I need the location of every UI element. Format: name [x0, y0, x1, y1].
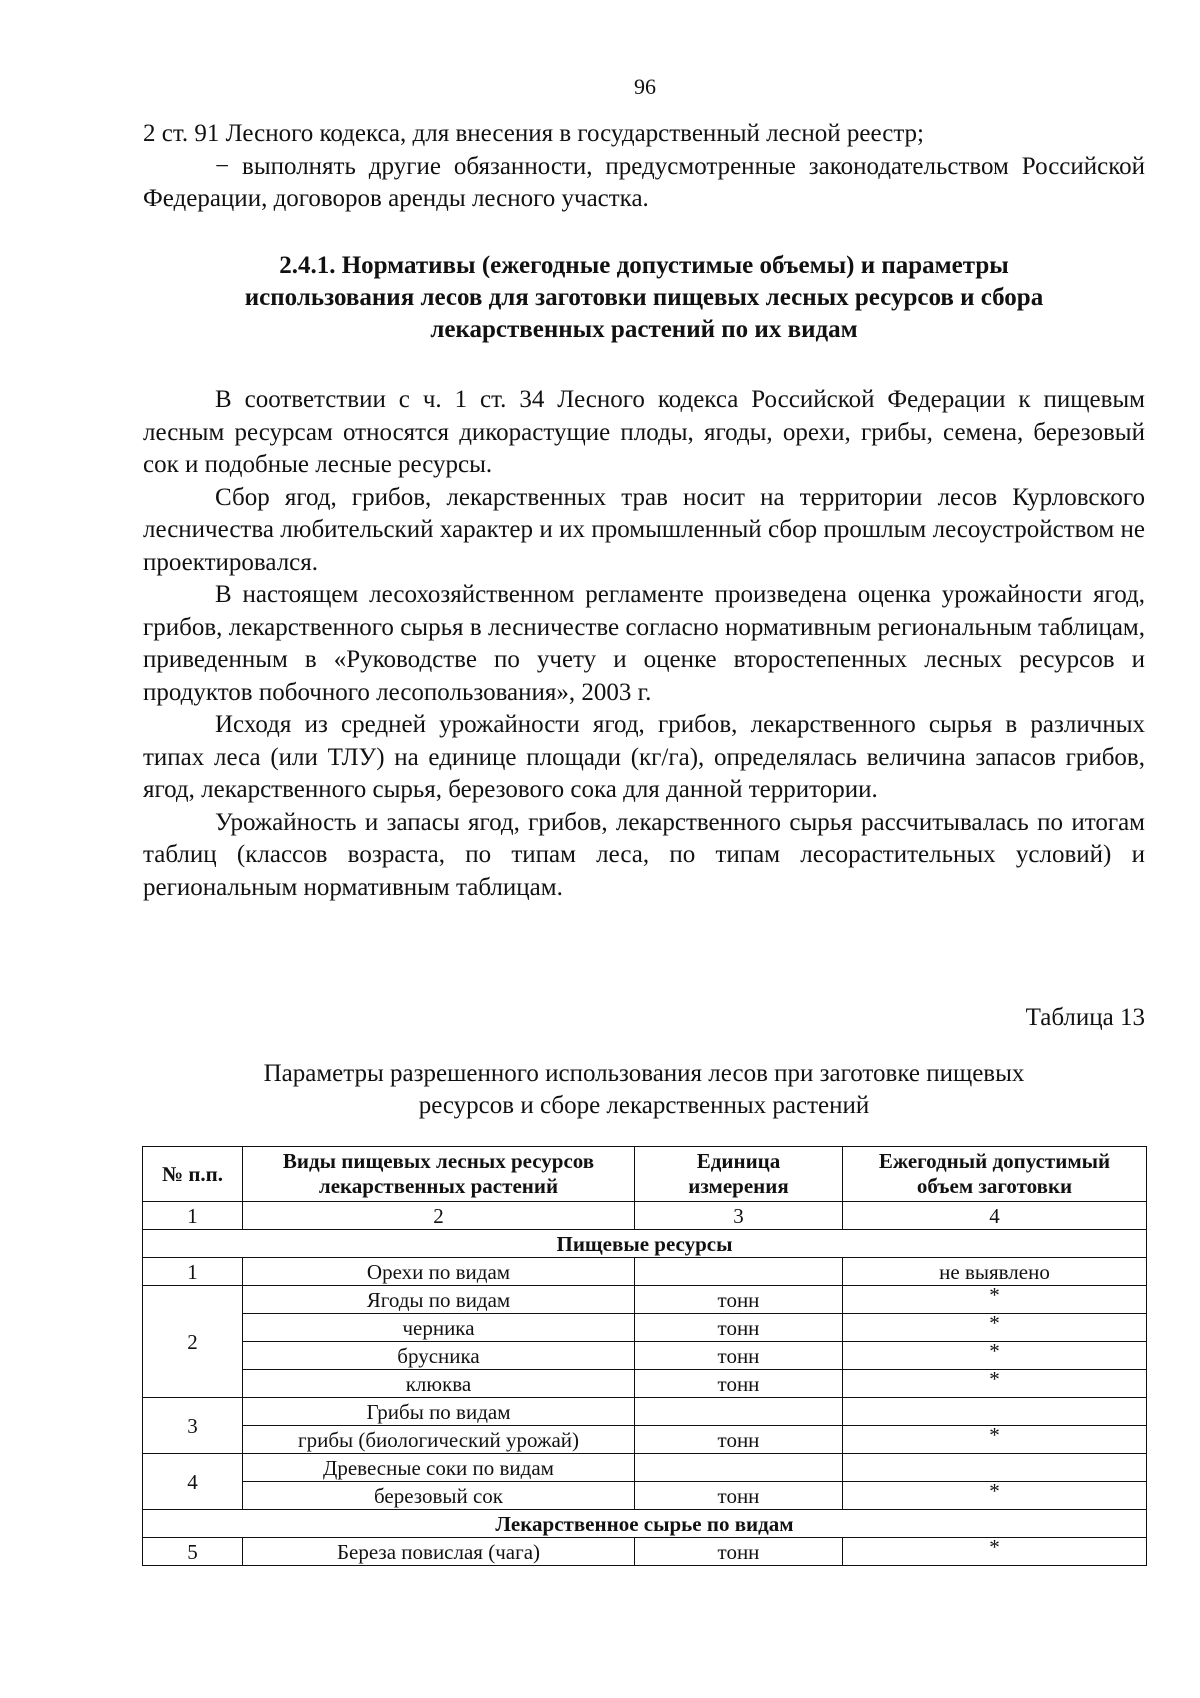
section-title-line-1: 2.4.1. Нормативы (ежегодные допустимые объемы) и параметры: [279, 252, 1009, 279]
row-unit: тонн: [635, 1482, 843, 1510]
header-kind-line-2: лекарственных растений: [318, 1174, 559, 1198]
header-num: № п.п.: [143, 1147, 243, 1202]
col-number: 1: [143, 1202, 243, 1230]
table-row: [143, 1258, 1147, 1286]
table-row: [143, 1454, 1147, 1482]
row-num: 3: [143, 1398, 243, 1454]
header-kind-line-1: Виды пищевых лесных ресурсов: [282, 1149, 595, 1173]
row-volume: *: [843, 1370, 1147, 1398]
section-title: [143, 250, 1145, 346]
section-title-line-2: использования лесов для заготовки пищевых лесных ресурсов и сбора: [244, 284, 1044, 311]
main-text: [143, 384, 1145, 904]
table-caption-line-2: ресурсов и сборе лекарственных растений: [418, 1092, 870, 1119]
table-row: [143, 1286, 1147, 1314]
intro-block: [143, 118, 1145, 216]
page-number: 96: [634, 74, 656, 99]
row-unit: тонн: [635, 1342, 843, 1370]
paragraph-5: Урожайность и запасы ягод, грибов, лекарственного сырья рассчитывалась по итогам таблиц (классов возраста, по типам леса, по типам лесорастительных условий) и региональным нормативным таблицам.: [143, 808, 1145, 901]
row-name: березовый сок: [243, 1482, 635, 1510]
row-unit: тонн: [635, 1314, 843, 1342]
row-volume: *: [843, 1314, 1147, 1342]
table-row: [143, 1342, 1147, 1370]
table-row: [143, 1398, 1147, 1426]
row-name: Орехи по видам: [243, 1258, 635, 1286]
intro-line: 2 ст. 91 Лесного кодекса, для внесения в государственный лесной реестр;: [143, 120, 925, 147]
row-unit: тонн: [635, 1426, 843, 1454]
group-row-food: [143, 1230, 1147, 1258]
table-row: [143, 1482, 1147, 1510]
paragraph-2: Сбор ягод, грибов, лекарственных трав носит на территории лесов Курловского лесничества любительский характер и их промышленный сбор прошлым лесоустройством не проектировался.: [143, 483, 1145, 576]
row-num: 1: [143, 1258, 243, 1286]
table-row: [143, 1426, 1147, 1454]
header-unit-line-1: Единица: [696, 1149, 781, 1173]
table-header-row: [143, 1147, 1147, 1202]
paragraph-4: Исходя из средней урожайности ягод, грибов, лекарственного сырья в различных типах леса (или ТЛУ) на единице площади (кг/га), определялась величина запасов грибов, ягод, лекарственного сырья, березового сока для данной территории.: [143, 711, 1145, 803]
row-unit: тонн: [635, 1286, 843, 1314]
row-name: брусника: [243, 1342, 635, 1370]
row-name: Ягоды по видам: [243, 1286, 635, 1314]
col-number: 2: [243, 1202, 635, 1230]
row-name: Грибы по видам: [243, 1398, 635, 1426]
column-number-row: [143, 1202, 1147, 1230]
row-volume: *: [843, 1286, 1147, 1314]
row-volume: *: [843, 1342, 1147, 1370]
row-volume: [843, 1454, 1147, 1482]
row-num: 5: [143, 1538, 243, 1566]
paragraph-3: В настоящем лесохозяйственном регламенте произведена оценка урожайности ягод, грибов, лекарственного сырья в лесничестве согласно нормативным региональным таблицам, приведенным в «Руководстве по учету и оценке второстепенных лесных ресурсов и продуктов побочного лесопользования», 2003 г.: [143, 581, 1145, 706]
table-reference: Таблица 13: [1025, 1004, 1145, 1031]
table-row: [143, 1370, 1147, 1398]
row-unit: тонн: [635, 1370, 843, 1398]
row-unit: [635, 1258, 843, 1286]
section-title-line-3: лекарственных растений по их видам: [430, 316, 858, 343]
row-name: Древесные соки по видам: [243, 1454, 635, 1482]
table-row: [143, 1314, 1147, 1342]
header-unit: [635, 1147, 843, 1202]
row-volume: *: [843, 1538, 1147, 1566]
table-caption: [143, 1058, 1145, 1122]
header-volume: [843, 1147, 1147, 1202]
parameters-table: [142, 1146, 1147, 1566]
col-number: 3: [635, 1202, 843, 1230]
header-unit-line-2: измерения: [688, 1174, 789, 1198]
row-num: 2: [143, 1286, 243, 1398]
table-row: [143, 1538, 1147, 1566]
row-volume: *: [843, 1426, 1147, 1454]
row-unit: [635, 1454, 843, 1482]
row-volume: [843, 1398, 1147, 1426]
row-name: черника: [243, 1314, 635, 1342]
group-row-medicinal: [143, 1510, 1147, 1538]
row-name: клюква: [243, 1370, 635, 1398]
group-label-food: Пищевые ресурсы: [143, 1230, 1147, 1258]
header-volume-line-2: объем заготовки: [916, 1174, 1073, 1198]
row-name: грибы (биологический урожай): [243, 1426, 635, 1454]
row-unit: тонн: [635, 1538, 843, 1566]
header-volume-line-1: Ежегодный допустимый: [878, 1149, 1111, 1173]
header-kind: [243, 1147, 635, 1202]
row-num: 4: [143, 1454, 243, 1510]
table-caption-line-1: Параметры разрешенного использования лесов при заготовке пищевых: [263, 1060, 1025, 1087]
col-number: 4: [843, 1202, 1147, 1230]
intro-bullet: − выполнять другие обязанности, предусмотренные законодательством Российской Федерации, договоров аренды лесного участка.: [143, 152, 1145, 212]
row-volume: *: [843, 1482, 1147, 1510]
paragraph-1: В соответствии с ч. 1 ст. 34 Лесного кодекса Российской Федерации к пищевым лесным ресурсам относятся дикорастущие плоды, ягоды, орехи, грибы, семена, березовый сок и подобные лесные ресурсы.: [143, 386, 1145, 478]
row-name: Береза повислая (чага): [243, 1538, 635, 1566]
row-volume: не выявлено: [843, 1258, 1147, 1286]
row-unit: [635, 1398, 843, 1426]
group-label-medicinal: Лекарственное сырье по видам: [143, 1510, 1147, 1538]
